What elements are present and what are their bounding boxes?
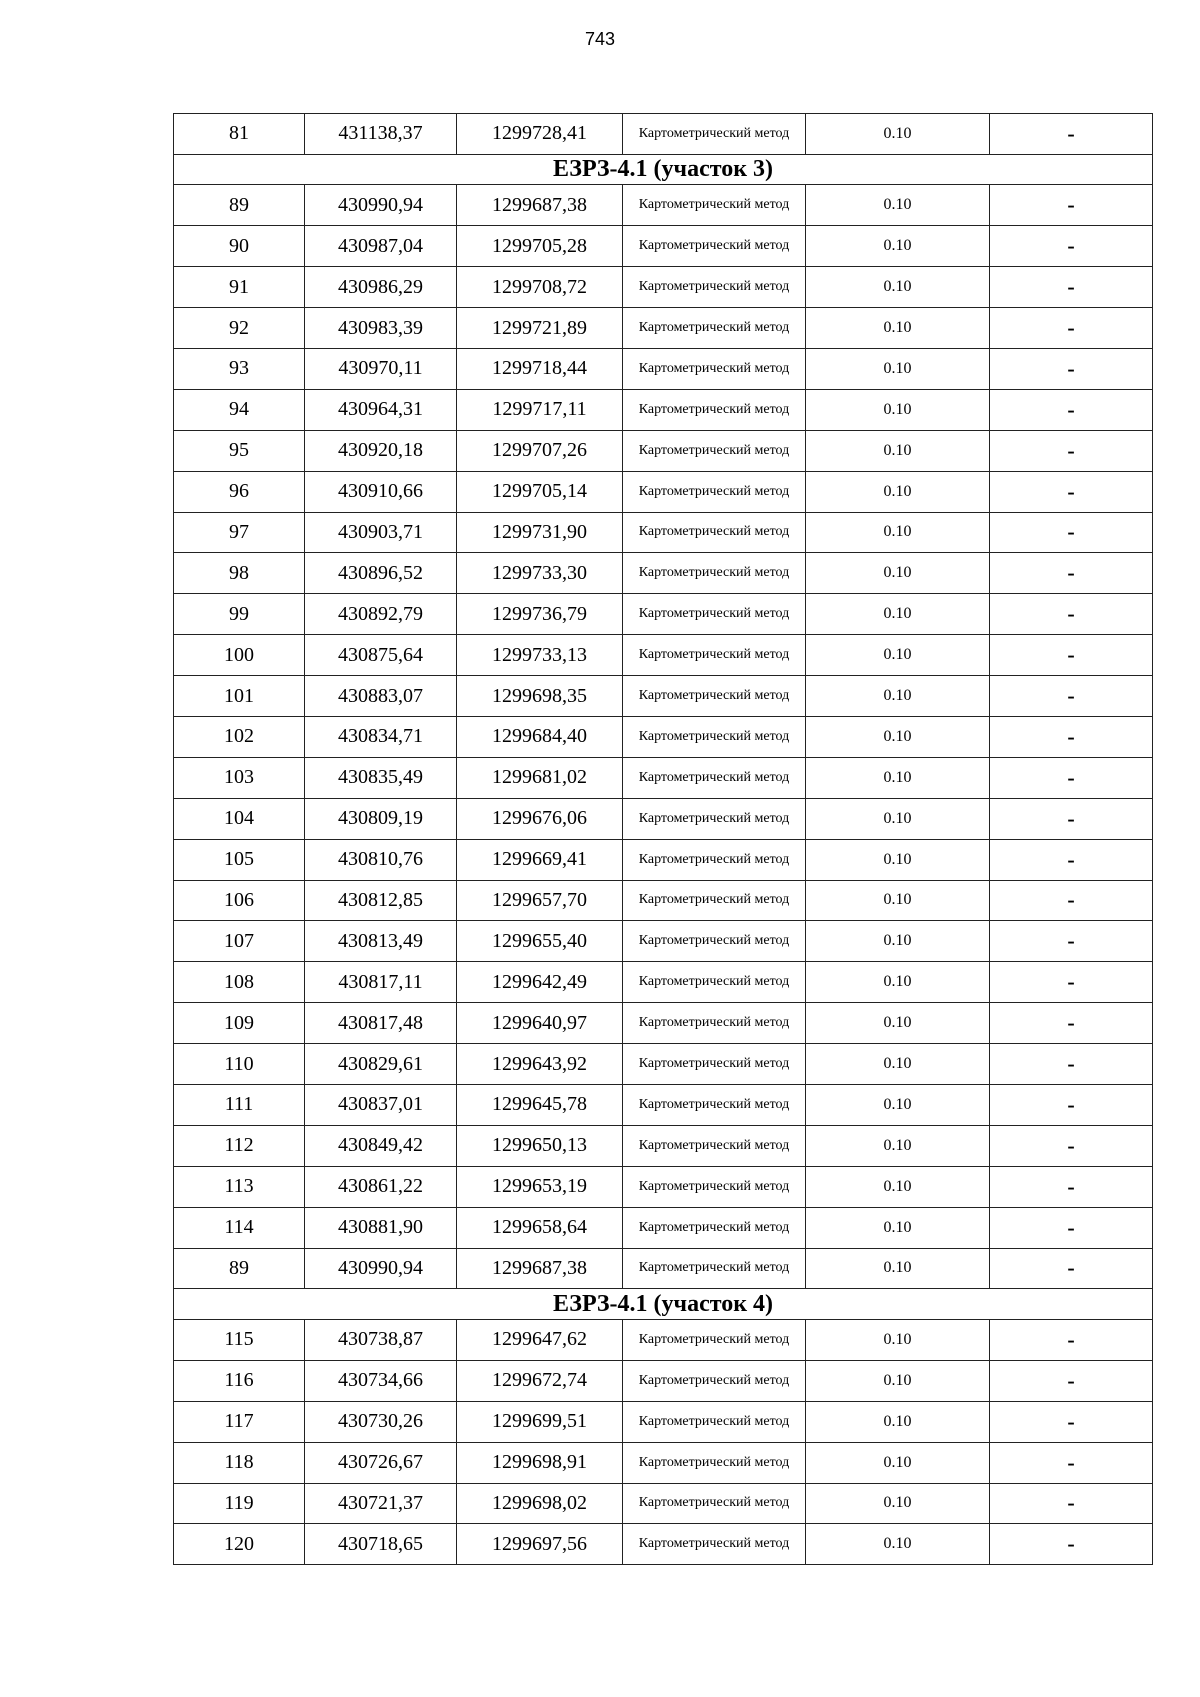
accuracy-cell: 0.10 bbox=[806, 308, 990, 349]
accuracy-cell: 0.10 bbox=[806, 716, 990, 757]
point-number-cell: 101 bbox=[174, 676, 305, 717]
table-row bbox=[174, 114, 1153, 155]
method-cell: Картометрический метод bbox=[623, 553, 806, 594]
y-coordinate-cell: 1299705,28 bbox=[457, 226, 623, 267]
accuracy-cell: 0.10 bbox=[806, 1003, 990, 1044]
method-cell: Картометрический метод bbox=[623, 1248, 806, 1289]
dash-cell: - bbox=[990, 635, 1153, 676]
method-cell: Картометрический метод bbox=[623, 1319, 806, 1360]
dash-cell: - bbox=[990, 1125, 1153, 1166]
method-cell: Картометрический метод bbox=[623, 267, 806, 308]
table-row bbox=[174, 716, 1153, 757]
point-number-cell: 115 bbox=[174, 1319, 305, 1360]
method-cell: Картометрический метод bbox=[623, 1044, 806, 1085]
method-cell: Картометрический метод bbox=[623, 921, 806, 962]
dash-cell: - bbox=[990, 512, 1153, 553]
method-cell: Картометрический метод bbox=[623, 471, 806, 512]
point-number-cell: 112 bbox=[174, 1125, 305, 1166]
point-number-cell: 117 bbox=[174, 1401, 305, 1442]
method-cell: Картометрический метод bbox=[623, 1360, 806, 1401]
point-number-cell: 119 bbox=[174, 1483, 305, 1524]
x-coordinate-cell: 430892,79 bbox=[305, 594, 457, 635]
method-cell: Картометрический метод bbox=[623, 880, 806, 921]
accuracy-cell: 0.10 bbox=[806, 1207, 990, 1248]
table-row bbox=[174, 1044, 1153, 1085]
table-row bbox=[174, 1524, 1153, 1565]
point-number-cell: 90 bbox=[174, 226, 305, 267]
accuracy-cell: 0.10 bbox=[806, 1442, 990, 1483]
method-cell: Картометрический метод bbox=[623, 1125, 806, 1166]
table-row bbox=[174, 1166, 1153, 1207]
x-coordinate-cell: 430835,49 bbox=[305, 757, 457, 798]
dash-cell: - bbox=[990, 839, 1153, 880]
dash-cell: - bbox=[990, 553, 1153, 594]
dash-cell: - bbox=[990, 430, 1153, 471]
dash-cell: - bbox=[990, 1401, 1153, 1442]
point-number-cell: 120 bbox=[174, 1524, 305, 1565]
y-coordinate-cell: 1299642,49 bbox=[457, 962, 623, 1003]
y-coordinate-cell: 1299707,26 bbox=[457, 430, 623, 471]
accuracy-cell: 0.10 bbox=[806, 839, 990, 880]
method-cell: Картометрический метод bbox=[623, 114, 806, 155]
dash-cell: - bbox=[990, 798, 1153, 839]
point-number-cell: 94 bbox=[174, 389, 305, 430]
section-title: ЕЗРЗ-4.1 (участок 3) bbox=[174, 154, 1153, 185]
accuracy-cell: 0.10 bbox=[806, 512, 990, 553]
y-coordinate-cell: 1299718,44 bbox=[457, 348, 623, 389]
x-coordinate-cell: 430817,48 bbox=[305, 1003, 457, 1044]
x-coordinate-cell: 430718,65 bbox=[305, 1524, 457, 1565]
x-coordinate-cell: 430726,67 bbox=[305, 1442, 457, 1483]
table-row bbox=[174, 1360, 1153, 1401]
table-row bbox=[174, 1207, 1153, 1248]
y-coordinate-cell: 1299697,56 bbox=[457, 1524, 623, 1565]
point-number-cell: 81 bbox=[174, 114, 305, 155]
point-number-cell: 91 bbox=[174, 267, 305, 308]
y-coordinate-cell: 1299655,40 bbox=[457, 921, 623, 962]
y-coordinate-cell: 1299643,92 bbox=[457, 1044, 623, 1085]
point-number-cell: 89 bbox=[174, 1248, 305, 1289]
method-cell: Картометрический метод bbox=[623, 962, 806, 1003]
x-coordinate-cell: 430809,19 bbox=[305, 798, 457, 839]
dash-cell: - bbox=[990, 348, 1153, 389]
x-coordinate-cell: 430813,49 bbox=[305, 921, 457, 962]
x-coordinate-cell: 430817,11 bbox=[305, 962, 457, 1003]
dash-cell: - bbox=[990, 921, 1153, 962]
x-coordinate-cell: 430861,22 bbox=[305, 1166, 457, 1207]
dash-cell: - bbox=[990, 757, 1153, 798]
accuracy-cell: 0.10 bbox=[806, 798, 990, 839]
y-coordinate-cell: 1299698,91 bbox=[457, 1442, 623, 1483]
x-coordinate-cell: 430896,52 bbox=[305, 553, 457, 594]
accuracy-cell: 0.10 bbox=[806, 962, 990, 1003]
method-cell: Картометрический метод bbox=[623, 1401, 806, 1442]
method-cell: Картометрический метод bbox=[623, 389, 806, 430]
accuracy-cell: 0.10 bbox=[806, 348, 990, 389]
x-coordinate-cell: 430883,07 bbox=[305, 676, 457, 717]
section-header-row bbox=[174, 1289, 1153, 1320]
y-coordinate-cell: 1299731,90 bbox=[457, 512, 623, 553]
accuracy-cell: 0.10 bbox=[806, 1401, 990, 1442]
point-number-cell: 98 bbox=[174, 553, 305, 594]
table-row bbox=[174, 921, 1153, 962]
y-coordinate-cell: 1299657,70 bbox=[457, 880, 623, 921]
y-coordinate-cell: 1299728,41 bbox=[457, 114, 623, 155]
x-coordinate-cell: 430810,76 bbox=[305, 839, 457, 880]
y-coordinate-cell: 1299708,72 bbox=[457, 267, 623, 308]
accuracy-cell: 0.10 bbox=[806, 1319, 990, 1360]
dash-cell: - bbox=[990, 716, 1153, 757]
dash-cell: - bbox=[990, 1360, 1153, 1401]
x-coordinate-cell: 430738,87 bbox=[305, 1319, 457, 1360]
accuracy-cell: 0.10 bbox=[806, 553, 990, 594]
y-coordinate-cell: 1299721,89 bbox=[457, 308, 623, 349]
method-cell: Картометрический метод bbox=[623, 1166, 806, 1207]
x-coordinate-cell: 430834,71 bbox=[305, 716, 457, 757]
table-row bbox=[174, 798, 1153, 839]
x-coordinate-cell: 430721,37 bbox=[305, 1483, 457, 1524]
point-number-cell: 92 bbox=[174, 308, 305, 349]
point-number-cell: 110 bbox=[174, 1044, 305, 1085]
section-title: ЕЗРЗ-4.1 (участок 4) bbox=[174, 1289, 1153, 1320]
accuracy-cell: 0.10 bbox=[806, 635, 990, 676]
accuracy-cell: 0.10 bbox=[806, 1360, 990, 1401]
x-coordinate-cell: 430986,29 bbox=[305, 267, 457, 308]
x-coordinate-cell: 430829,61 bbox=[305, 1044, 457, 1085]
table-row bbox=[174, 676, 1153, 717]
point-number-cell: 102 bbox=[174, 716, 305, 757]
y-coordinate-cell: 1299698,35 bbox=[457, 676, 623, 717]
table-row bbox=[174, 512, 1153, 553]
table-row bbox=[174, 1442, 1153, 1483]
method-cell: Картометрический метод bbox=[623, 594, 806, 635]
method-cell: Картометрический метод bbox=[623, 1483, 806, 1524]
x-coordinate-cell: 430881,90 bbox=[305, 1207, 457, 1248]
dash-cell: - bbox=[990, 962, 1153, 1003]
accuracy-cell: 0.10 bbox=[806, 880, 990, 921]
dash-cell: - bbox=[990, 1442, 1153, 1483]
x-coordinate-cell: 430849,42 bbox=[305, 1125, 457, 1166]
point-number-cell: 96 bbox=[174, 471, 305, 512]
dash-cell: - bbox=[990, 389, 1153, 430]
table-row bbox=[174, 635, 1153, 676]
table-row bbox=[174, 962, 1153, 1003]
accuracy-cell: 0.10 bbox=[806, 1125, 990, 1166]
x-coordinate-cell: 430910,66 bbox=[305, 471, 457, 512]
y-coordinate-cell: 1299687,38 bbox=[457, 185, 623, 226]
table-row bbox=[174, 267, 1153, 308]
x-coordinate-cell: 430983,39 bbox=[305, 308, 457, 349]
point-number-cell: 114 bbox=[174, 1207, 305, 1248]
point-number-cell: 113 bbox=[174, 1166, 305, 1207]
x-coordinate-cell: 430920,18 bbox=[305, 430, 457, 471]
accuracy-cell: 0.10 bbox=[806, 1483, 990, 1524]
dash-cell: - bbox=[990, 226, 1153, 267]
y-coordinate-cell: 1299669,41 bbox=[457, 839, 623, 880]
y-coordinate-cell: 1299705,14 bbox=[457, 471, 623, 512]
method-cell: Картометрический метод bbox=[623, 676, 806, 717]
method-cell: Картометрический метод bbox=[623, 798, 806, 839]
table-row bbox=[174, 1483, 1153, 1524]
y-coordinate-cell: 1299687,38 bbox=[457, 1248, 623, 1289]
table-row bbox=[174, 1003, 1153, 1044]
point-number-cell: 106 bbox=[174, 880, 305, 921]
dash-cell: - bbox=[990, 1003, 1153, 1044]
x-coordinate-cell: 430730,26 bbox=[305, 1401, 457, 1442]
y-coordinate-cell: 1299640,97 bbox=[457, 1003, 623, 1044]
coordinates-table-body bbox=[174, 114, 1153, 1565]
point-number-cell: 103 bbox=[174, 757, 305, 798]
point-number-cell: 97 bbox=[174, 512, 305, 553]
point-number-cell: 100 bbox=[174, 635, 305, 676]
y-coordinate-cell: 1299645,78 bbox=[457, 1084, 623, 1125]
method-cell: Картометрический метод bbox=[623, 226, 806, 267]
x-coordinate-cell: 430812,85 bbox=[305, 880, 457, 921]
accuracy-cell: 0.10 bbox=[806, 389, 990, 430]
dash-cell: - bbox=[990, 594, 1153, 635]
table-row bbox=[174, 1125, 1153, 1166]
table-row bbox=[174, 1084, 1153, 1125]
y-coordinate-cell: 1299684,40 bbox=[457, 716, 623, 757]
dash-cell: - bbox=[990, 880, 1153, 921]
accuracy-cell: 0.10 bbox=[806, 594, 990, 635]
page-number: 743 bbox=[584, 29, 616, 49]
y-coordinate-cell: 1299658,64 bbox=[457, 1207, 623, 1248]
dash-cell: - bbox=[990, 471, 1153, 512]
dash-cell: - bbox=[990, 1483, 1153, 1524]
x-coordinate-cell: 430875,64 bbox=[305, 635, 457, 676]
y-coordinate-cell: 1299653,19 bbox=[457, 1166, 623, 1207]
method-cell: Картометрический метод bbox=[623, 348, 806, 389]
dash-cell: - bbox=[990, 1166, 1153, 1207]
accuracy-cell: 0.10 bbox=[806, 185, 990, 226]
y-coordinate-cell: 1299650,13 bbox=[457, 1125, 623, 1166]
table-row bbox=[174, 757, 1153, 798]
accuracy-cell: 0.10 bbox=[806, 1044, 990, 1085]
method-cell: Картометрический метод bbox=[623, 1442, 806, 1483]
x-coordinate-cell: 431138,37 bbox=[305, 114, 457, 155]
accuracy-cell: 0.10 bbox=[806, 757, 990, 798]
method-cell: Картометрический метод bbox=[623, 635, 806, 676]
method-cell: Картометрический метод bbox=[623, 716, 806, 757]
method-cell: Картометрический метод bbox=[623, 185, 806, 226]
y-coordinate-cell: 1299733,30 bbox=[457, 553, 623, 594]
accuracy-cell: 0.10 bbox=[806, 921, 990, 962]
table-row bbox=[174, 226, 1153, 267]
dash-cell: - bbox=[990, 676, 1153, 717]
method-cell: Картометрический метод bbox=[623, 308, 806, 349]
table-row bbox=[174, 308, 1153, 349]
point-number-cell: 99 bbox=[174, 594, 305, 635]
accuracy-cell: 0.10 bbox=[806, 226, 990, 267]
table-row bbox=[174, 1401, 1153, 1442]
method-cell: Картометрический метод bbox=[623, 1524, 806, 1565]
accuracy-cell: 0.10 bbox=[806, 1166, 990, 1207]
point-number-cell: 89 bbox=[174, 185, 305, 226]
method-cell: Картометрический метод bbox=[623, 839, 806, 880]
y-coordinate-cell: 1299698,02 bbox=[457, 1483, 623, 1524]
point-number-cell: 116 bbox=[174, 1360, 305, 1401]
y-coordinate-cell: 1299672,74 bbox=[457, 1360, 623, 1401]
x-coordinate-cell: 430837,01 bbox=[305, 1084, 457, 1125]
y-coordinate-cell: 1299681,02 bbox=[457, 757, 623, 798]
dash-cell: - bbox=[990, 185, 1153, 226]
point-number-cell: 93 bbox=[174, 348, 305, 389]
y-coordinate-cell: 1299717,11 bbox=[457, 389, 623, 430]
accuracy-cell: 0.10 bbox=[806, 676, 990, 717]
dash-cell: - bbox=[990, 1044, 1153, 1085]
table-row bbox=[174, 1319, 1153, 1360]
method-cell: Картометрический метод bbox=[623, 757, 806, 798]
accuracy-cell: 0.10 bbox=[806, 1084, 990, 1125]
dash-cell: - bbox=[990, 308, 1153, 349]
point-number-cell: 118 bbox=[174, 1442, 305, 1483]
method-cell: Картометрический метод bbox=[623, 1084, 806, 1125]
dash-cell: - bbox=[990, 1319, 1153, 1360]
x-coordinate-cell: 430990,94 bbox=[305, 1248, 457, 1289]
x-coordinate-cell: 430970,11 bbox=[305, 348, 457, 389]
accuracy-cell: 0.10 bbox=[806, 430, 990, 471]
method-cell: Картометрический метод bbox=[623, 430, 806, 471]
point-number-cell: 109 bbox=[174, 1003, 305, 1044]
y-coordinate-cell: 1299733,13 bbox=[457, 635, 623, 676]
method-cell: Картометрический метод bbox=[623, 1003, 806, 1044]
point-number-cell: 107 bbox=[174, 921, 305, 962]
dash-cell: - bbox=[990, 114, 1153, 155]
point-number-cell: 111 bbox=[174, 1084, 305, 1125]
table-row bbox=[174, 348, 1153, 389]
dash-cell: - bbox=[990, 267, 1153, 308]
table-row bbox=[174, 430, 1153, 471]
table-row bbox=[174, 839, 1153, 880]
accuracy-cell: 0.10 bbox=[806, 1524, 990, 1565]
y-coordinate-cell: 1299736,79 bbox=[457, 594, 623, 635]
dash-cell: - bbox=[990, 1524, 1153, 1565]
x-coordinate-cell: 430987,04 bbox=[305, 226, 457, 267]
method-cell: Картометрический метод bbox=[623, 512, 806, 553]
method-cell: Картометрический метод bbox=[623, 1207, 806, 1248]
x-coordinate-cell: 430734,66 bbox=[305, 1360, 457, 1401]
table-row bbox=[174, 389, 1153, 430]
accuracy-cell: 0.10 bbox=[806, 471, 990, 512]
accuracy-cell: 0.10 bbox=[806, 1248, 990, 1289]
table-row bbox=[174, 880, 1153, 921]
section-header-row bbox=[174, 154, 1153, 185]
point-number-cell: 108 bbox=[174, 962, 305, 1003]
table-row bbox=[174, 1248, 1153, 1289]
dash-cell: - bbox=[990, 1248, 1153, 1289]
table-row bbox=[174, 553, 1153, 594]
accuracy-cell: 0.10 bbox=[806, 114, 990, 155]
coordinates-table bbox=[173, 113, 1153, 1565]
table-row bbox=[174, 185, 1153, 226]
point-number-cell: 105 bbox=[174, 839, 305, 880]
x-coordinate-cell: 430964,31 bbox=[305, 389, 457, 430]
point-number-cell: 95 bbox=[174, 430, 305, 471]
y-coordinate-cell: 1299699,51 bbox=[457, 1401, 623, 1442]
x-coordinate-cell: 430903,71 bbox=[305, 512, 457, 553]
accuracy-cell: 0.10 bbox=[806, 267, 990, 308]
table-row bbox=[174, 471, 1153, 512]
y-coordinate-cell: 1299647,62 bbox=[457, 1319, 623, 1360]
table-row bbox=[174, 594, 1153, 635]
dash-cell: - bbox=[990, 1084, 1153, 1125]
x-coordinate-cell: 430990,94 bbox=[305, 185, 457, 226]
dash-cell: - bbox=[990, 1207, 1153, 1248]
point-number-cell: 104 bbox=[174, 798, 305, 839]
y-coordinate-cell: 1299676,06 bbox=[457, 798, 623, 839]
